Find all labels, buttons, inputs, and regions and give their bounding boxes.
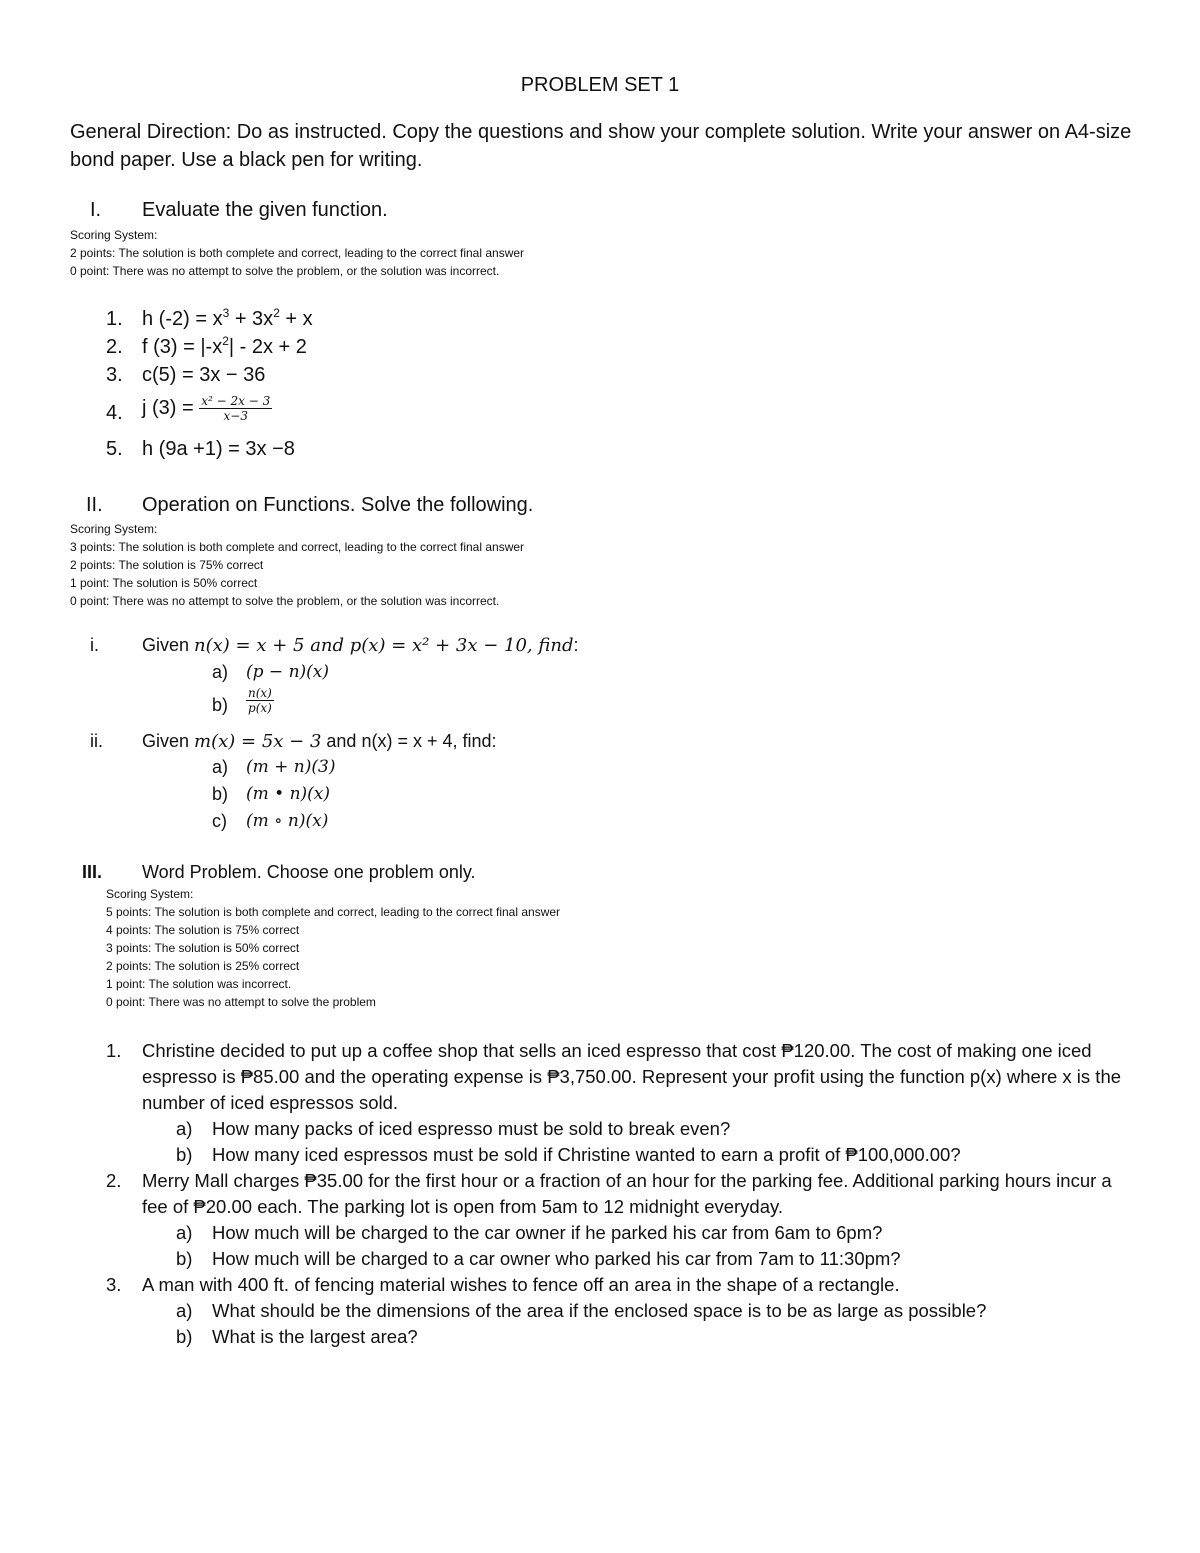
option-label: a) <box>212 662 229 682</box>
fraction: $\frac{\text{x² − 2x − 3}}{x-3}$ <box>201 394 271 423</box>
option-label: b) <box>212 784 229 804</box>
option-label: a) <box>212 757 229 777</box>
problem-3-a: What should be the dimensions of the area if the enclosed space is to be as large as possible? <box>212 1300 987 1321</box>
fraction: $\frac{n(x)}{p(x)}$ <box>248 686 272 715</box>
expression: (p − n)(x) <box>246 662 329 682</box>
expression: (m ∘ n)(x) <box>246 811 329 831</box>
page-title: PROBLEM SET 1 <box>520 74 680 96</box>
section-2-scoring-line: 0 point: There was no attempt to solve the problem, or the solution was incorrect. <box>70 594 500 608</box>
section-3-scoring-line: 1 point: The solution was incorrect. <box>106 977 292 991</box>
problem-1-text: Christine decided to put up a coffee shop that sells an iced espresso that cost ₱120.00. The cost of making one iced espresso is ₱85.00 and the operating expense is ₱3,750.00. Represent your profit using the function p(x) where x is the number of iced espressos sold. <box>142 1040 1122 1113</box>
question-3: c(5) = 3x − 36 <box>142 364 266 386</box>
question-2: f $(3) = |-x^2| - 2x + 2$ <box>142 334 307 358</box>
question-number: 4. <box>106 402 123 424</box>
option-label: a) <box>176 1300 193 1321</box>
expression: (m • n)(x) <box>246 784 331 804</box>
section-2-title: Operation on Functions. Solve the following. <box>142 494 534 516</box>
question-5: h (9a +1) = 3x −8 <box>142 438 295 460</box>
question-number: 5. <box>106 438 123 460</box>
section-1-number: I. <box>90 199 102 221</box>
problem-2-b: How much will be charged to a car owner who parked his car from 7am to 11:30pm? <box>212 1248 901 1269</box>
sub-question-i: Given n(x) = x + 5 and p(x) = x² + 3x − 10, find: <box>142 635 579 656</box>
expression: (m + n)(3) <box>246 757 336 777</box>
problem-number: 1. <box>106 1040 122 1061</box>
option-label: a) <box>176 1118 193 1139</box>
section-3-scoring-line: 4 points: The solution is 75% correct <box>106 923 300 937</box>
problem-1-b: How many iced espressos must be sold if Christine wanted to earn a profit of ₱100,000.00? <box>212 1144 961 1165</box>
option-label: b) <box>176 1326 193 1347</box>
section-1-scoring-line: 0 point: There was no attempt to solve the problem, or the solution was incorrect. <box>70 264 500 278</box>
section-3-scoring-line: 3 points: The solution is 50% correct <box>106 941 300 955</box>
section-2-scoring-line: 1 point: The solution is 50% correct <box>70 576 258 590</box>
section-3-scoring-line: 5 points: The solution is both complete and correct, leading to the correct final answer <box>106 905 561 919</box>
sub-question-number: ii. <box>90 731 103 751</box>
option-label: a) <box>176 1222 193 1243</box>
question-number: 2. <box>106 336 123 358</box>
problem-2-text: Merry Mall charges ₱35.00 for the first hour or a fraction of an hour for the parking fee. Additional parking hours incur a fee of ₱20.00 each. The parking lot is open from 5am to 12 midnight everyday. <box>142 1170 1112 1217</box>
section-1-scoring-label: Scoring System: <box>70 228 158 242</box>
question-number: 1. <box>106 308 123 330</box>
section-2-scoring-line: 3 points: The solution is both complete and correct, leading to the correct final answer <box>70 540 525 554</box>
section-3-scoring-line: 0 point: There was no attempt to solve the problem <box>106 995 376 1009</box>
general-direction: General Direction: Do as instructed. Copy the questions and show your complete solution. Write your answer on A4-size bond paper. Use a black pen for writing. <box>70 121 1132 171</box>
option-label: b) <box>176 1248 193 1269</box>
option-label: c) <box>212 811 227 831</box>
question-4: j (3) = $\frac{\text{x² − 2x − 3}}{x-3}$ <box>142 394 271 423</box>
problem-3-text: A man with 400 ft. of fencing material wishes to fence off an area in the shape of a rectangle. <box>142 1274 900 1295</box>
option-label: b) <box>176 1144 193 1165</box>
section-2-number: II. <box>86 494 103 516</box>
section-1-title: Evaluate the given function. <box>142 199 388 221</box>
problem-1-a: How many packs of iced espresso must be sold to break even? <box>212 1118 731 1139</box>
sub-question-ii: Given m(x) = 5x − 3 and n(x) = x + 4, find: <box>142 731 497 752</box>
question-1: h $(-2) = x^3 + 3x^2 + x$ <box>142 306 313 330</box>
option-label: b) <box>212 695 229 715</box>
section-2-scoring-label: Scoring System: <box>70 522 158 536</box>
problem-number: 3. <box>106 1274 122 1295</box>
sub-question-number: i. <box>90 635 99 655</box>
section-3-number: III. <box>82 862 103 882</box>
section-2-scoring-line: 2 points: The solution is 75% correct <box>70 558 264 572</box>
problem-number: 2. <box>106 1170 122 1191</box>
problem-2-a: How much will be charged to the car owner if he parked his car from 6am to 6pm? <box>212 1222 883 1243</box>
section-3-title: Word Problem. Choose one problem only. <box>142 862 476 882</box>
question-number: 3. <box>106 364 123 386</box>
problem-3-b: What is the largest area? <box>212 1326 418 1347</box>
section-3-scoring-label: Scoring System: <box>106 887 194 901</box>
section-1-scoring-line: 2 points: The solution is both complete and correct, leading to the correct final answer <box>70 246 525 260</box>
section-3-scoring-line: 2 points: The solution is 25% correct <box>106 959 300 973</box>
